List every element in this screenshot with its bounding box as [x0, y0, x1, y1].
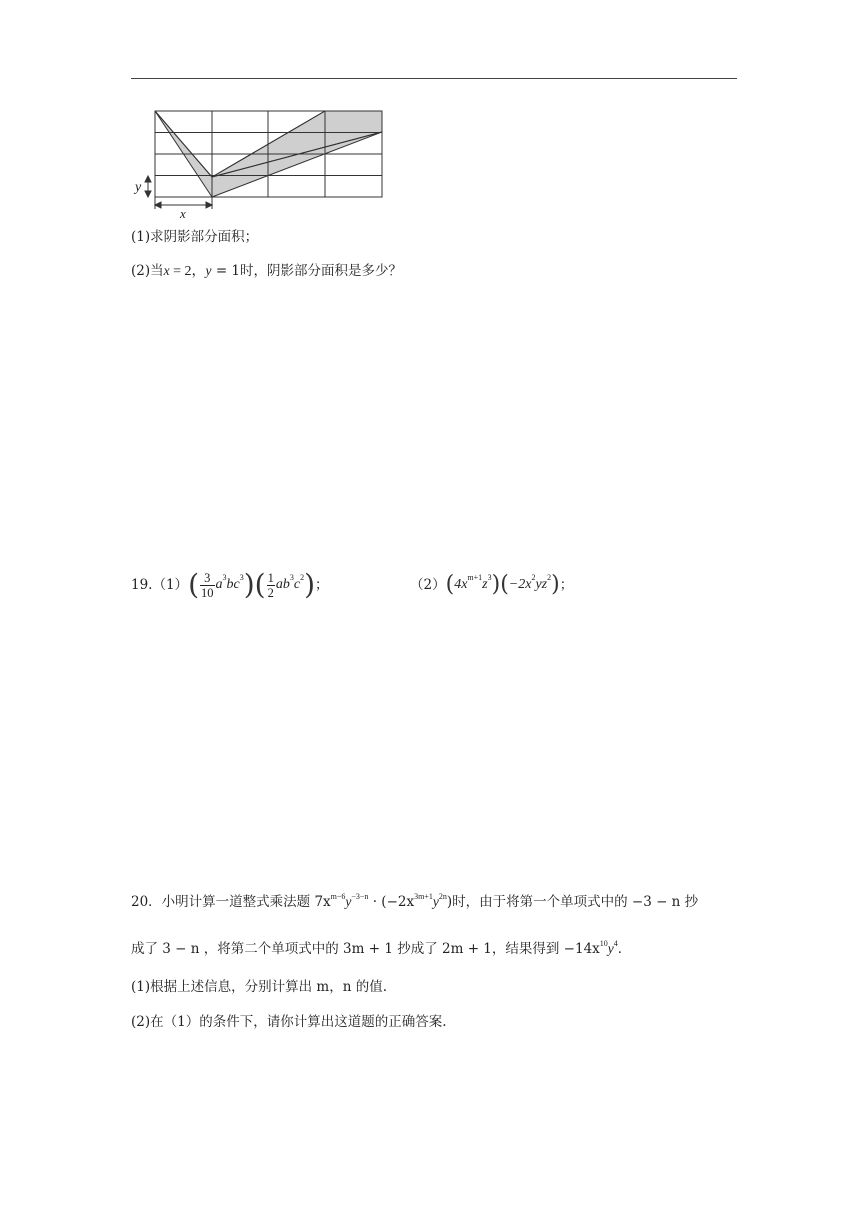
- q18-var-x: x: [163, 263, 170, 278]
- q19-line: 19.（1） ( $\frac{3}{10}$ a 3 bc 3 ) ( $\frac{1}{2}$ ab 3 c 2 ) ；: [131, 568, 329, 601]
- right-paren: ): [304, 568, 315, 601]
- q20-line2: 成了 3 − n ，将第二个单项式中的 3m + 1 抄成了 2m + 1，结果得到 $-14x^{10}y^4$．: [131, 939, 632, 957]
- q19-number: 19.（1）: [131, 577, 189, 593]
- q19-label2: （2）: [410, 577, 446, 593]
- q18-part1: (1)求阴影部分面积；: [131, 229, 259, 245]
- left-paren: (: [500, 572, 509, 597]
- q18-eq2: = 1时，阴影部分面积是多少？: [211, 263, 403, 279]
- header-rule: [131, 78, 737, 79]
- q18-part2: [131, 262, 402, 281]
- q18-var-y: y: [205, 263, 212, 278]
- shaded-quadrilateral-right: [212, 111, 382, 177]
- q20-part1: (1)根据上述信息，分别计算出 m，n 的值.: [131, 979, 387, 995]
- q20-part2: (2)在（1）的条件下，请你计算出这道题的正确答案.: [131, 1014, 447, 1030]
- fraction-3-10: $\frac{3}{10}$: [201, 570, 214, 600]
- grid-figure: [130, 105, 390, 220]
- right-paren: ): [243, 568, 255, 601]
- fraction-1-2: $\frac{1}{2}$: [267, 570, 274, 600]
- left-paren: (: [188, 568, 199, 601]
- y-dimension-arrow: [145, 176, 151, 197]
- term1-bc: bc: [226, 577, 240, 592]
- term4-yz: yz: [535, 577, 548, 592]
- term3-coef: 4x: [454, 577, 468, 592]
- q19-end1: ；: [315, 577, 329, 593]
- y-label: y: [135, 180, 142, 195]
- right-paren: ): [491, 572, 501, 597]
- right-paren: ): [551, 572, 560, 597]
- q20-line1: 20．小明计算一道整式乘法题 $7x^{m-6}y^{-3-n} \cdot (-2x^{3m+1}y^{2n})$时，由于将第一个单项式中的 −3 − n 抄: [131, 892, 699, 910]
- q19-line2: （2） ( 4x m+1 z 3 ) ( −2x 2 yz 2 ) ；: [410, 572, 574, 597]
- term2-ab: ab: [275, 577, 290, 592]
- left-paren: (: [445, 572, 455, 597]
- q19-end2: ；: [559, 577, 574, 593]
- q18-eq1: = 2，: [169, 264, 206, 279]
- x-label: x: [180, 206, 186, 220]
- term3-z: z: [482, 577, 488, 592]
- left-paren: (: [254, 568, 266, 601]
- term2-c: c: [293, 577, 301, 592]
- term4-coef: −2x: [508, 577, 532, 592]
- q18-part2-prefix: (2)当: [131, 263, 164, 279]
- term1-a: a: [215, 577, 223, 592]
